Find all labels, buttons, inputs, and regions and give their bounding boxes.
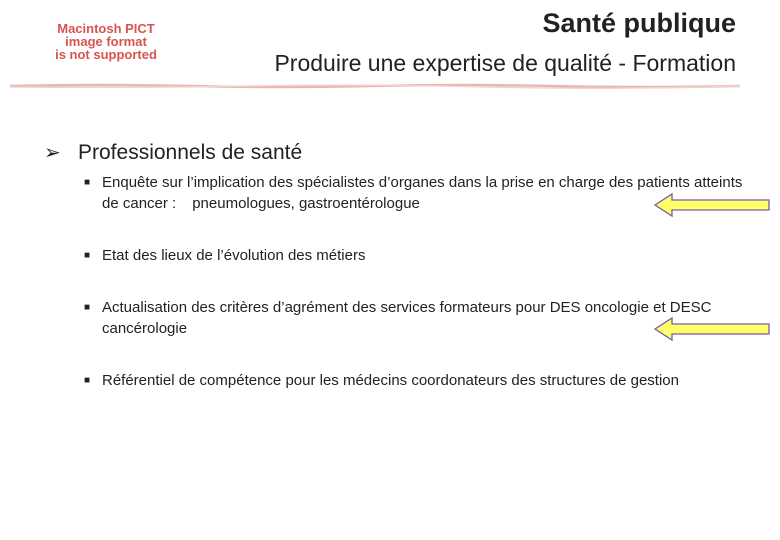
placeholder-line-1: Macintosh PICT (57, 21, 155, 36)
list-item (84, 172, 744, 214)
pointer-arrow-icon (654, 192, 770, 218)
slide-subtitle: Produire une expertise de qualité - Formation (274, 50, 736, 76)
list-item-text: Référentiel de compétence pour les médecins coordonateurs des structures de gestion (102, 372, 679, 389)
list-item-text: Actualisation des critères d’agrément des services formateurs pour DES oncologie et DESC cancérologie (102, 299, 712, 337)
pointer-arrow-icon (654, 316, 770, 342)
list-item-text: Etat des lieux de l’évolution des métiers (102, 247, 366, 264)
list-item-text-specialties: pneumologues, gastroentérologue (192, 195, 420, 212)
header-divider (10, 83, 740, 89)
placeholder-line-3: is not supported (55, 47, 157, 62)
square-bullet-icon: ■ (84, 177, 91, 188)
list-item (84, 370, 744, 391)
section-heading-text: Professionnels de santé (78, 140, 303, 164)
bullet-list (84, 172, 744, 391)
slide-title: Santé publique (542, 8, 736, 38)
list-item (84, 245, 744, 266)
square-bullet-icon: ■ (84, 302, 91, 313)
list-item-text: Enquête sur l’implication des spécialistes d’organes dans la prise en charge des patients atteints de cancer : (102, 174, 743, 212)
list-item (84, 297, 744, 339)
section-heading (44, 140, 302, 165)
square-bullet-icon: ■ (84, 375, 91, 386)
square-bullet-icon: ■ (84, 250, 91, 261)
image-placeholder (36, 22, 176, 62)
arrow-bullet-icon: ➢ (44, 142, 61, 164)
placeholder-line-2: image format (65, 34, 147, 49)
